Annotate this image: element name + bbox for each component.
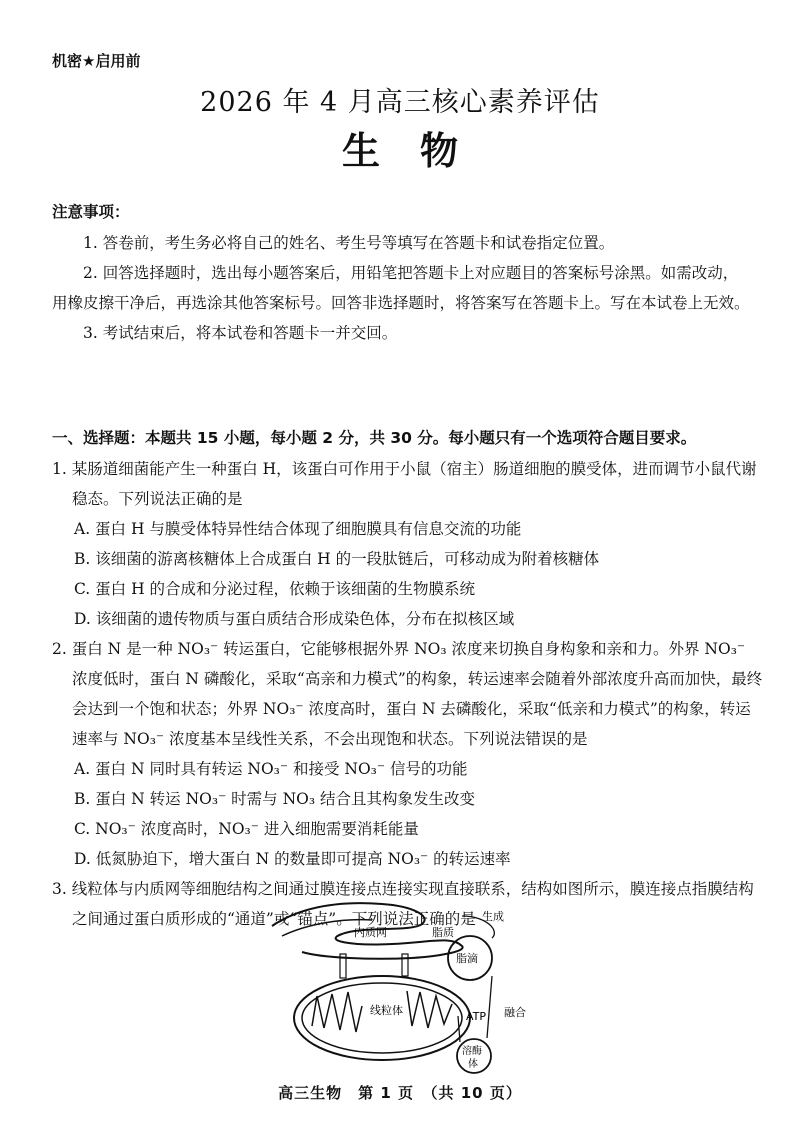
question-stem: 2. 蛋白 N 是一种 NO₃⁻ 转运蛋白，它能够根据外界 NO₃ 浓度来切换自身构象和亲和力。外界 NO₃⁻ 浓度低时，蛋白 N 磷酸化，采取“高亲和力模式”的构象，转运速率会随着外部浓度升高而加快，最终会达到一个饱和状态；外界 NO₃⁻ 浓度高时，蛋白 N 去磷酸化，采取“低亲和力模式”的构象，转运速率与 NO₃⁻ 浓度基本呈线性关系，不会出现饱和状态。下列说法错误的是 [52, 640, 763, 748]
label-generate: 生成 [482, 910, 504, 923]
label-atp: ATP [466, 1010, 487, 1023]
question-stem: 3. 线粒体与内质网等细胞结构之间通过膜连接点连接实现直接联系，结构如图所示，膜连接点指膜结构之间通过蛋白质形成的“通道”或“锚点”。下列说法正确的是 [52, 880, 754, 928]
option-c: C. NO₃⁻ 浓度高时，NO₃⁻ 进入细胞需要消耗能量 [74, 820, 419, 838]
option-a: A. 蛋白 N 同时具有转运 NO₃⁻ 和接受 NO₃⁻ 信号的功能 [74, 760, 468, 778]
question-2 [52, 634, 764, 874]
label-lysosome-1: 溶酶 [462, 1046, 482, 1057]
membrane-contact-diagram [262, 896, 562, 1076]
option-b: B. 蛋白 N 转运 NO₃⁻ 时需与 NO₃ 结合且其构象发生改变 [74, 790, 476, 808]
label-fuse: 融合 [504, 1006, 526, 1019]
exam-title: 2026 年 4 月高三核心素养评估 [200, 87, 600, 118]
note-item: 1. 答卷前，考生务必将自己的姓名、考生号等填写在答题卡和试卷指定位置。 [83, 234, 615, 252]
question-1 [52, 454, 764, 634]
option-c: C. 蛋白 H 的合成和分泌过程，依赖于该细菌的生物膜系统 [74, 580, 476, 598]
option-a: A. 蛋白 H 与膜受体特异性结合体现了细胞膜具有信息交流的功能 [74, 520, 522, 538]
confidential-mark: 机密★启用前 [52, 52, 141, 70]
section-heading: 一、选择题：本题共 15 小题，每小题 2 分，共 30 分。每小题只有一个选项符合题目要求。 [52, 429, 697, 447]
label-er: 内质网 [354, 926, 387, 939]
question-stem: 1. 某肠道细菌能产生一种蛋白 H，该蛋白可作用于小鼠（宿主）肠道细胞的膜受体，进而调节小鼠代谢稳态。下列说法正确的是 [52, 460, 757, 508]
option-b: B. 该细菌的游离核糖体上合成蛋白 H 的一段肽链后，可移动成为附着核糖体 [74, 550, 600, 568]
label-lysosome-2: 体 [468, 1059, 478, 1070]
fuse-arrow [487, 976, 492, 1038]
question-list [52, 454, 764, 934]
page-footer: 高三生物 第 1 页 （共 10 页） [278, 1084, 522, 1102]
label-droplet: 脂滴 [456, 952, 478, 965]
notes-heading: 注意事项： [52, 203, 130, 221]
note-item: 2. 回答选择题时，选出每小题答案后，用铅笔把答题卡上对应题目的答案标号涂黑。如需改动，用橡皮擦干净后，再选涂其他答案标号。回答非选择题时，将答案写在答题卡上。写在本试卷上无效。 [52, 264, 750, 312]
note-item: 3. 考试结束后，将本试卷和答题卡一并交回。 [83, 324, 398, 342]
label-lipid: 脂质 [432, 926, 454, 939]
label-mito: 线粒体 [370, 1004, 403, 1017]
option-d: D. 该细菌的遗传物质与蛋白质结合形成染色体，分布在拟核区域 [74, 610, 515, 628]
subject-title: 生物 [341, 129, 498, 173]
option-d: D. 低氮胁迫下，增大蛋白 N 的数量即可提高 NO₃⁻ 的转运速率 [74, 850, 511, 868]
mitochondrion-outer [294, 976, 470, 1060]
notes-list [52, 228, 752, 348]
